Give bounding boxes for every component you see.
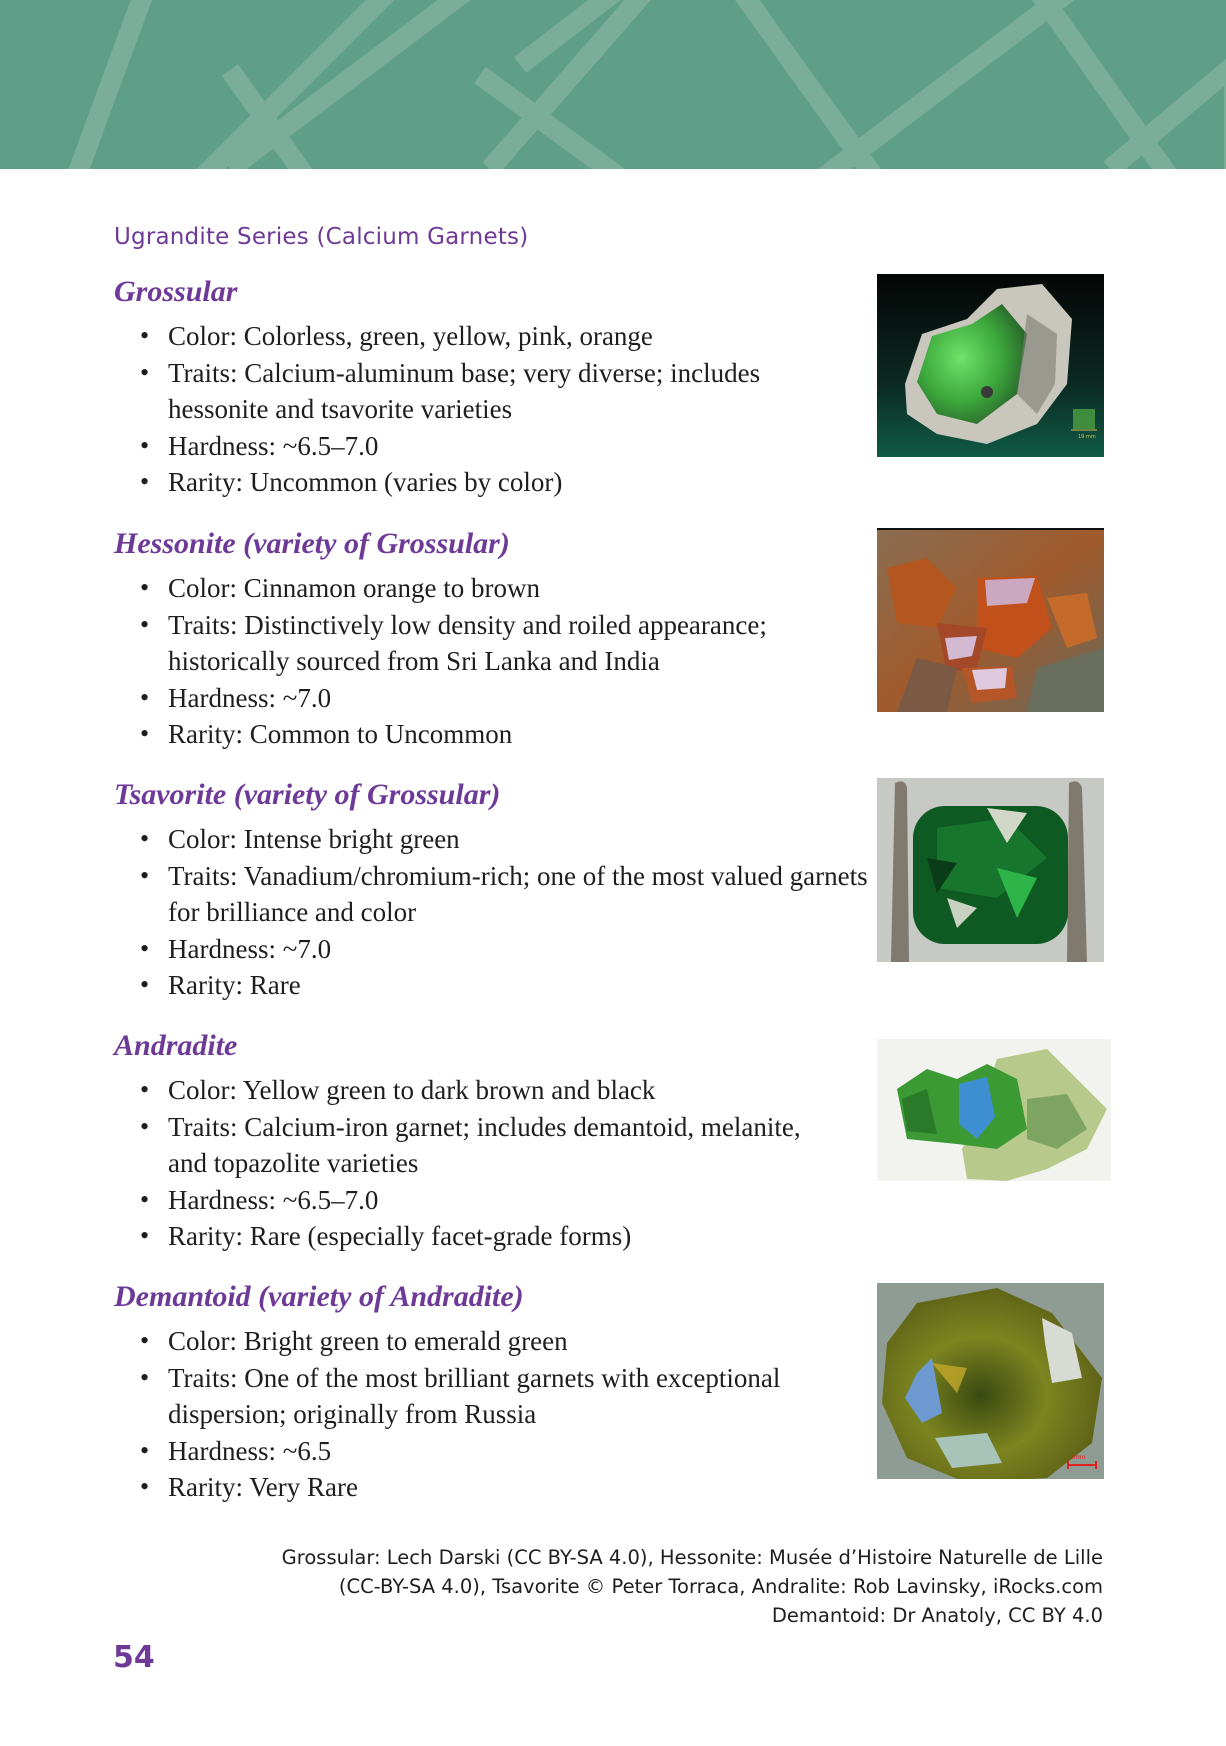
section-hessonite: [114, 526, 908, 753]
property-list: [114, 1323, 908, 1506]
credit-line: Demantoid: Dr Anatoly, CC BY 4.0: [771, 1604, 1103, 1627]
credit-line: Grossular: Lech Darski (CC BY-SA 4.0), Hessonite: Musée d’Histoire Naturelle de Lille: [281, 1546, 1103, 1569]
list-item: • Rarity: Uncommon (varies by color): [114, 464, 908, 501]
header-banner: [0, 0, 1226, 169]
hessonite-photo: [877, 528, 1104, 712]
page-number: 54: [113, 1640, 155, 1675]
section-grossular: [114, 274, 908, 501]
list-item: • Hardness: ~6.5: [114, 1433, 908, 1470]
list-item: • Rarity: Rare (especially facet-grade forms): [114, 1218, 908, 1255]
demantoid-photo: [877, 1283, 1104, 1479]
grossular-photo: [877, 274, 1104, 457]
list-item: • Hardness: ~6.5–7.0: [114, 1182, 908, 1219]
list-item: • Traits: Calcium-aluminum base; very diverse; includes hessonite and tsavorite varieties: [114, 355, 858, 428]
list-item: • Hardness: ~7.0: [114, 931, 908, 968]
list-item: • Color: Yellow green to dark brown and black: [114, 1072, 908, 1109]
list-item: • Traits: Vanadium/chromium-rich; one of the most valued garnets for brilliance and color: [114, 858, 868, 931]
series-title: Ugrandite Series (Calcium Garnets): [114, 224, 529, 250]
list-item: • Rarity: Rare: [114, 967, 908, 1004]
list-item: • Color: Bright green to emerald green: [114, 1323, 908, 1360]
property-list: [114, 1072, 908, 1255]
list-item: • Color: Intense bright green: [114, 821, 908, 858]
list-item: • Color: Colorless, green, yellow, pink, orange: [114, 318, 908, 355]
andradite-photo: [877, 1039, 1111, 1181]
section-title: Hessonite (variety of Grossular): [114, 527, 510, 560]
grossular-scale-label: 19 mm: [1078, 434, 1096, 440]
list-item: • Rarity: Common to Uncommon: [114, 716, 908, 753]
list-item: • Traits: Distinctively low density and roiled appearance; historically sourced from Sri Lanka and India: [114, 607, 858, 680]
section-demantoid: [114, 1279, 908, 1506]
property-list: [114, 821, 908, 1004]
property-list: [114, 570, 908, 753]
section-andradite: [114, 1028, 908, 1255]
section-title: Tsavorite (variety of Grossular): [114, 778, 501, 811]
list-item: • Traits: One of the most brilliant garnets with exceptional dispersion; originally from Russia: [114, 1360, 868, 1433]
list-item: • Rarity: Very Rare: [114, 1469, 908, 1506]
credit-line: (CC-BY-SA 4.0), Tsavorite © Peter Torraca, Andralite: Rob Lavinsky, iRocks.com: [338, 1575, 1103, 1598]
section-title: Andradite: [114, 1029, 238, 1062]
section-tsavorite: [114, 777, 908, 1004]
banner-geometric-pattern: [0, 0, 1226, 169]
list-item: • Color: Cinnamon orange to brown: [114, 570, 908, 607]
tsavorite-photo: [877, 778, 1104, 962]
section-title: Demantoid (variety of Andradite): [114, 1280, 524, 1313]
demantoid-scale-label: 1mm: [1070, 1454, 1086, 1461]
list-item: • Traits: Calcium-iron garnet; includes demantoid, melanite, and topazolite varieties: [114, 1109, 808, 1182]
list-item: • Hardness: ~7.0: [114, 680, 908, 717]
photo-credits: [282, 1543, 1103, 1630]
section-title: Grossular: [114, 275, 238, 308]
property-list: [114, 318, 908, 501]
list-item: • Hardness: ~6.5–7.0: [114, 428, 908, 465]
